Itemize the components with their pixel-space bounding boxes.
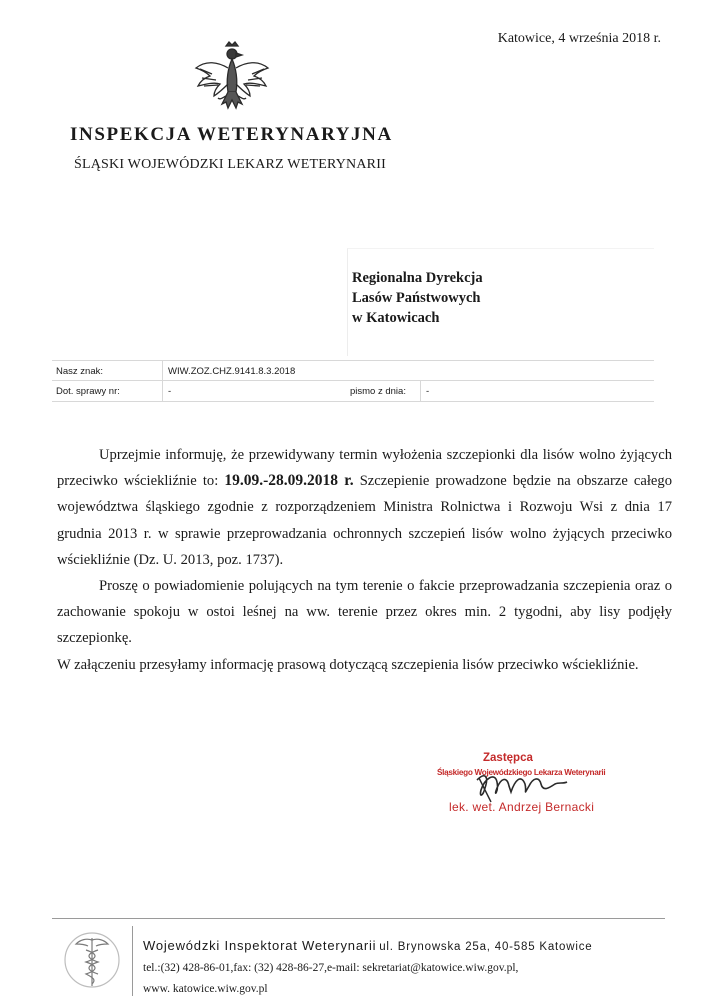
paragraph-2: Proszę o powiadomienie polujących na tym terenie o fakcie przeprowadzania szczepienia oraz o zachowanie spokoju w ostoi leśnej na ww. terenie przez okres min. 2 tygodni, aby lisy podjęły szczepionkę. xyxy=(57,578,672,647)
letter-date: Katowice, 4 września 2018 r. xyxy=(497,31,661,46)
footer-phone-email: tel.:(32) 428-86-01,fax: (32) 428-86-27,e-mail: sekretariat@katowice.wiw.gov.pl, xyxy=(143,962,519,974)
reference-table xyxy=(52,360,654,402)
reference-row-dot-sprawy xyxy=(52,381,654,402)
reference-row-nasz-znak xyxy=(52,360,654,381)
paragraph-3: W załączeniu przesyłamy informację prasową dotyczącą szczepienia lisów przeciwko wściekliźnie. xyxy=(57,656,639,673)
paragraph-1-intro: Uprzejmie informuję, że przewidywany termin wyłożenia szczepionki dla lisów wolno żyjących przeciwko wściekliźnie to: xyxy=(57,447,672,490)
institution-title: INSPEKCJA WETERYNARYJNA xyxy=(70,124,393,145)
signature-stamp xyxy=(425,752,625,822)
pismo-z-dnia-label: pismo z dnia: xyxy=(350,386,406,397)
footer-org-name: Wojewódzki Inspektorat Weterynarii xyxy=(143,938,377,953)
polish-eagle-icon xyxy=(190,38,274,122)
letter-body xyxy=(57,442,672,678)
addressee-line-2: Lasów Państwowych xyxy=(352,290,481,306)
footer-divider xyxy=(52,918,665,919)
dot-sprawy-value: - xyxy=(168,386,172,397)
addressee xyxy=(352,268,483,328)
signature-title: Zastępca xyxy=(483,752,533,764)
nasz-znak-value: WIW.ZOZ.CHZ.9141.8.3.2018 xyxy=(168,366,296,377)
footer-vertical-divider xyxy=(132,926,133,996)
paragraph-1 xyxy=(57,442,672,573)
signature-name: lek. wet. Andrzej Bernacki xyxy=(449,800,595,814)
footer-address: ul. Brynowska 25a, 40-585 Katowice xyxy=(379,941,593,953)
footer-website: www. katowice.wiw.gov.pl xyxy=(143,983,268,995)
pismo-z-dnia-value: - xyxy=(426,386,430,397)
signature-office: Śląskiego Wojewódzkiego Lekarza Weterynarii xyxy=(437,768,606,777)
nasz-znak-label: Nasz znak: xyxy=(56,366,103,377)
institution-subtitle: ŚLĄSKI WOJEWÓDZKI LEKARZ WETERYNARII xyxy=(74,157,386,172)
caduceus-icon xyxy=(62,928,122,992)
vaccination-dates: 19.09.-28.09.2018 r. xyxy=(224,472,354,490)
dot-sprawy-label: Dot. sprawy nr: xyxy=(56,386,120,397)
footer-contact xyxy=(143,935,592,1000)
addressee-line-1: Regionalna Dyrekcja xyxy=(352,270,483,286)
paragraph-1-rest: Szczepienie prowadzone będzie na obszarze całego województwa śląskiego zgodnie z rozporządzeniem Ministra Rolnictwa i Rozwoju Wsi z dnia 17 grudnia 2013 r. w sprawie przeprowadzania ochronnych szczepień lisów wolno żyjących przeciwko wściekliźnie (Dz. U. 2013, poz. 1737). xyxy=(57,473,672,568)
addressee-line-3: w Katowicach xyxy=(352,310,440,326)
